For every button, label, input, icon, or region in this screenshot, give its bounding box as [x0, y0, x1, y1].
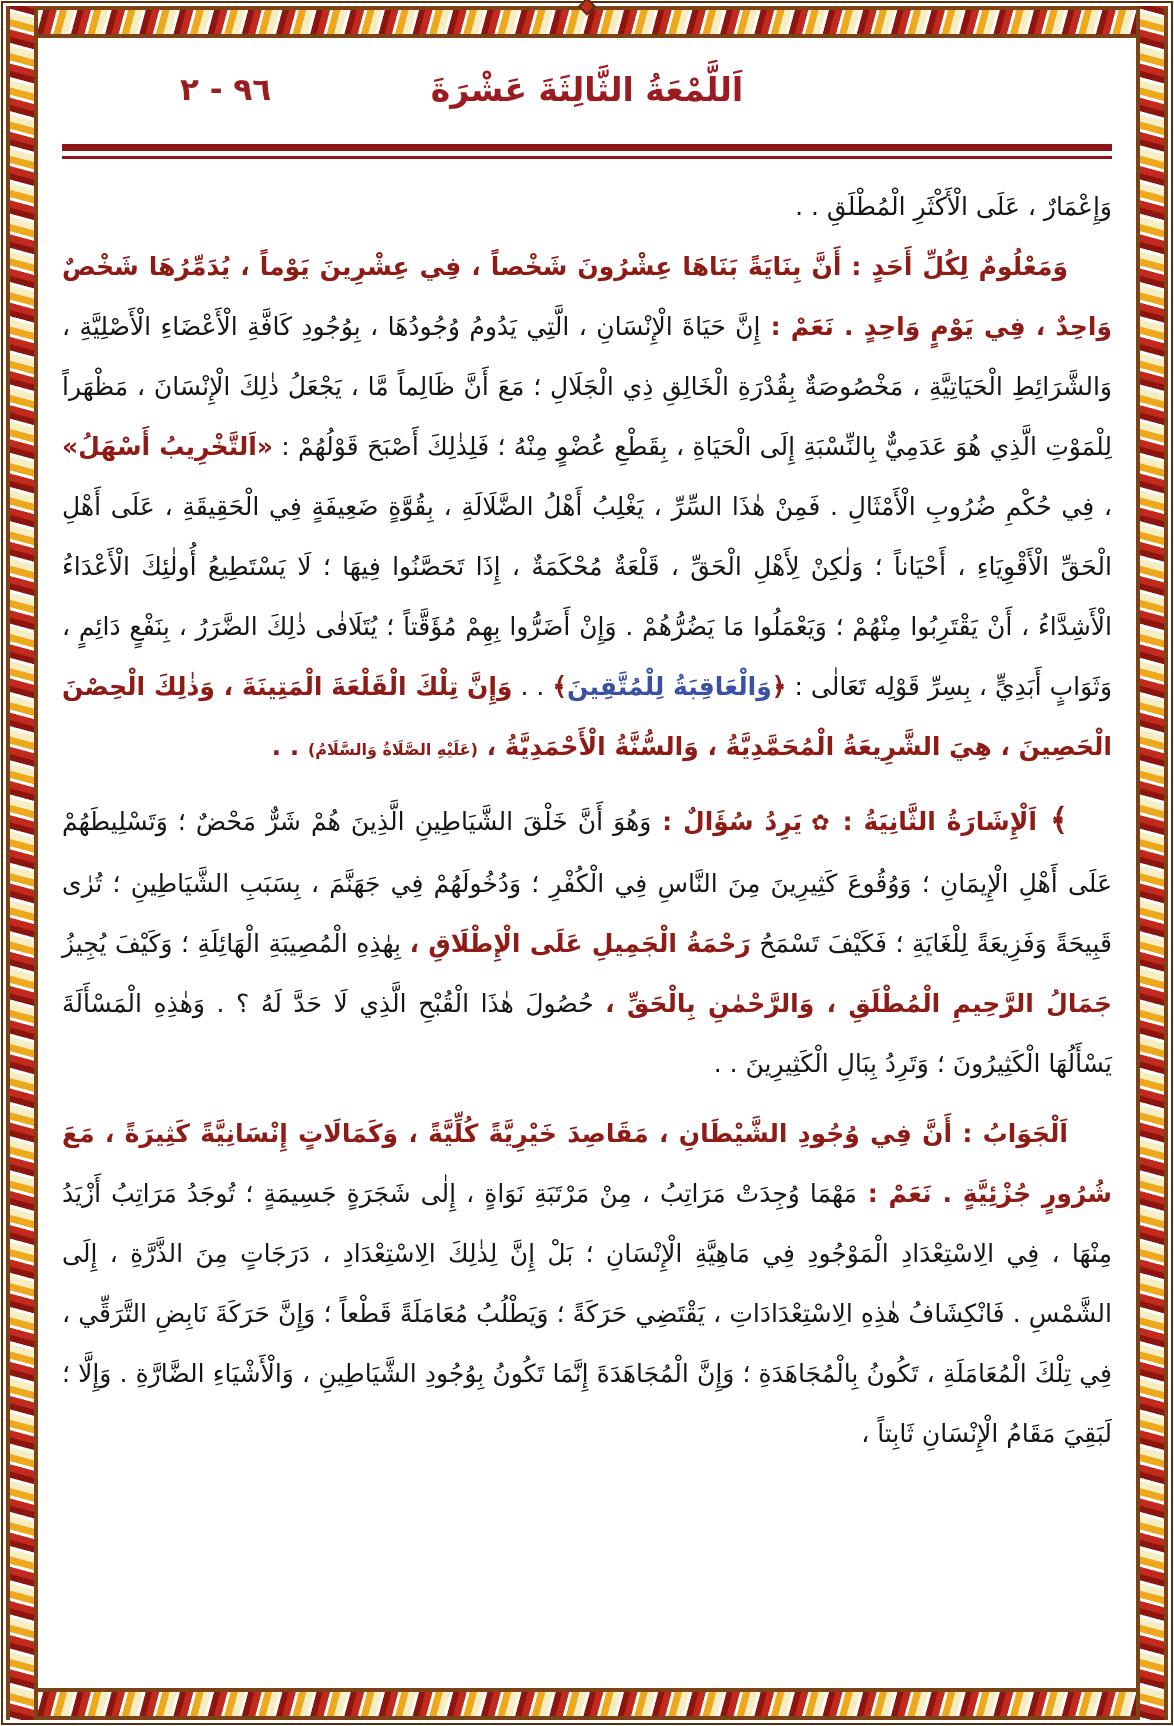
border-ornament-right: [1136, 6, 1168, 1720]
text-segment: يَرِدُ سُؤَالٌ :: [651, 807, 803, 836]
paragraph: [62, 237, 1112, 780]
page-header: [62, 64, 1112, 128]
text-segment: وَالْعَاقِبَةُ لِلْمُتَّقِينَ: [567, 672, 772, 701]
text-segment: بِهٰذِهِ الْمُصِيبَةِ الْهَائِلَةِ ؛ وَكَيْفَ يُجِيزُ: [62, 929, 410, 958]
text-segment: وَهُوَ أَنَّ خَلْقَ الشَّيَاطِينِ الَّذِينَ هُمْ شَرٌّ مَحْضٌ ؛ وَتَسْلِيطَهُمْ عَلَى أَهْلِ الْإِيمَانِ ؛ وَوُقُوعَ كَثِيرِينَ مِنَ النَّاسِ فِي الْكُفْرِ ؛ وَدُخُولَهُمْ فِي جَهَنَّمَ ، بِسَبَبِ الشَّيَاطِينِ ؛ تُرٰى قَبِيحَةً وَفَزِيعَةً لِلْغَايَةِ ؛ فَكَيْفَ تَسْمَحُ: [62, 807, 1112, 958]
body-text: [62, 177, 1112, 1464]
text-segment: «اَلتَّخْرِيبُ أَسْهَلُ»: [62, 432, 273, 461]
quran-bracket-icon: ﴿: [771, 672, 787, 701]
page-number: ٩٦ - ٢: [180, 72, 272, 108]
text-segment: وَإِعْمَارٌ ، عَلَى الْأَكْثَرِ الْمُطْلَقِ . .: [795, 192, 1112, 221]
paragraph: [62, 790, 1112, 1094]
page-title: اَللَّمْعَةُ الثَّالِثَةَ عَشْرَةَ: [430, 70, 744, 109]
border-ornament-left: [6, 6, 38, 1720]
text-segment: رَحْمَةُ الْجَمِيلِ عَلَى الْإِطْلَاقِ ،: [409, 929, 751, 958]
text-segment: إِنَّ حَيَاةَ الْإِنْسَانِ ، الَّتِي يَدُومُ وُجُودُهَا ، بِوُجُودِ كَافَّةِ الْأَعْضَاءِ الْأَصْلِيَّةِ ، وَالشَّرَائِطِ الْحَيَاتِيَّةِ ، مَخْصُوصَةٌ بِقُدْرَةِ الْخَالِقِ ذِي الْجَلَالِ ؛ مَعَ أَنَّ ظَالِماً مَّا ، يَجْعَلُ ذٰلِكَ الْإِنْسَانَ ، مَظْهَراً لِلْمَوْتِ الَّذِي هُوَ عَدَمِيٌّ بِالنِّسْبَةِ إِلَى الْحَيَاةِ ، بِقَطْعِ عُضْوٍ مِنْهُ ؛ فَلِذٰلِكَ أَصْبَحَ قَوْلُهُمْ :: [62, 312, 1113, 461]
section-ornament-icon: ﴾: [1036, 802, 1069, 838]
paragraph: [62, 177, 1112, 237]
header-divider: [62, 144, 1112, 159]
top-center-finial-icon: [578, 0, 596, 16]
text-segment: ، فِي حُكْمِ ضُرُوبِ الْأَمْثَالِ . فَمِنْ هٰذَا السِّرِّ ، يَغْلِبُ أَهْلُ الضَّلَالَةِ ، بِقُوَّةٍ ضَعِيفَةٍ فِي الْحَقِيقَةِ ، عَلَى أَهْلِ الْحَقِّ الْأَقْوِيَاءِ ، أَحْيَاناً ؛ وَلٰكِنْ لِأَهْلِ الْحَقِّ ، قَلْعَةٌ مُحْكَمَةٌ ، إِذَا تَحَصَّنُوا فِيهَا ؛ لَا يَسْتَطِيعُ أُولٰئِكَ الْأَعْدَاءُ الْأَشِدَّاءُ ، أَنْ يَقْتَرِبُوا مِنْهُمْ ؛ وَيَعْمَلُوا مَا يَضُرُّهُمْ . وَإِنْ أَضَرُّوا بِهِمْ مُؤَقَّتاً ؛ يُتَلَافٰى ذٰلِكَ الضَّرَرُ ، بِنَفْعٍ دَائِمٍ ، وَثَوَابٍ أَبَدِيٍّ ، بِسِرِّ قَوْلِه تَعَالٰى :: [62, 492, 1113, 701]
text-segment: مَهْمَا وُجِدَتْ مَرَاتِبُ ، مِنْ مَرْتَبَةِ نَوَاةٍ ، إِلٰى شَجَرَةٍ جَسِيمَةٍ ؛ تُوجَدُ مَرَاتِبُ أَزْيَدُ مِنْهَا ، فِي الِاسْتِعْدَادِ الْمَوْجُودِ فِي مَاهِيَّةِ الْإِنْسَانِ ؛ بَلْ إِنَّ لِذٰلِكَ الِاسْتِعْدَادِ ، دَرَجَاتٍ مِنَ الذَّرَّةِ ، إِلَى الشَّمْسِ . فَانْكِشَافُ هٰذِهِ الِاسْتِعْدَادَاتِ ، يَقْتَضِي حَرَكَةً ؛ وَيَطْلُبُ مُعَامَلَةً قَطْعاً ؛ وَإِنَّ حَرَكَةَ نَابِضِ التَّرَقِّي ، فِي تِلْكَ الْمُعَامَلَةِ ، تَكُونُ بِالْمُجَاهَدَةِ ؛ وَإِنَّ الْمُجَاهَدَةَ إِنَّمَا تَكُونُ بِوُجُودِ الشَّيَاطِينِ ، وَالْأَشْيَاءِ الضَّارَّةِ . وَإِلَّا ؛ لَبَقِيَ مَقَامُ الْإِنْسَانِ ثَابِتاً ،: [62, 1179, 1112, 1448]
divider-thin-rule: [62, 156, 1112, 159]
text-segment: اَلْجَوَابُ : أَنَّ فِي وُجُودِ الشَّيْطَانِ ، مَقَاصِدَ خَيْرِيَّةً كُلِّيَّةً ، وَكَمَالَاتٍ إِنْسَانِيَّةً كَثِيرَةً ، مَعَ شُرُورٍ جُزْئِيَّةٍ . نَعَمْ :: [62, 1119, 1113, 1208]
text-segment: اَلْإِشَارَةُ الثَّانِيَةُ :: [831, 807, 1037, 836]
text-segment: وَإِنَّ تِلْكَ الْقَلْعَةَ الْمَتِينَةَ ، وَذٰلِكَ الْحِصْنَ الْحَصِينَ ، هِيَ الشَّرِيعَةُ الْمُحَمَّدِيَّةُ ، وَالسُّنَّةُ الْأَحْمَدِيَّةُ ،: [62, 672, 1112, 761]
text-segment: حُصُولَ هٰذَا الْقُبْحِ الَّذِي لَا حَدَّ لَهُ ؟ . وَهٰذِهِ الْمَسْأَلَةَ يَسْأَلُهَا الْكَثِيرُونَ ؛ وَتَرِدُ بِبَالِ الْكَثِيرِينَ . .: [62, 989, 1112, 1078]
quran-bracket-icon: ﴾: [552, 672, 568, 701]
paragraph: [62, 1104, 1112, 1464]
text-segment: جَمَالُ الرَّحِيمِ الْمُطْلَقِ ، وَالرَّحْمٰنِ بِالْحَقِّ ،: [605, 989, 1112, 1018]
page-content: [62, 64, 1112, 1678]
text-segment: وَمَعْلُومٌ لِكُلِّ أَحَدٍ : أَنَّ بِنَايَةً بَنَاهَا عِشْرُونَ شَخْصاً ، فِي عِشْرِينَ يَوْماً ، يُدَمِّرُهَا شَخْصٌ وَاحِدٌ ، فِي يَوْمٍ وَاحِدٍ . نَعَمْ :: [62, 252, 1113, 341]
border-ornament-bottom: [6, 1688, 1168, 1720]
rosette-icon: ✿: [802, 811, 832, 836]
divider-thick-rule: [62, 144, 1112, 151]
salawat-seal: (عَلَيْهِ الصَّلَاةُ وَالسَّلَامُ): [307, 740, 478, 759]
text-segment: . .: [271, 732, 308, 761]
text-segment: . .: [512, 672, 553, 701]
